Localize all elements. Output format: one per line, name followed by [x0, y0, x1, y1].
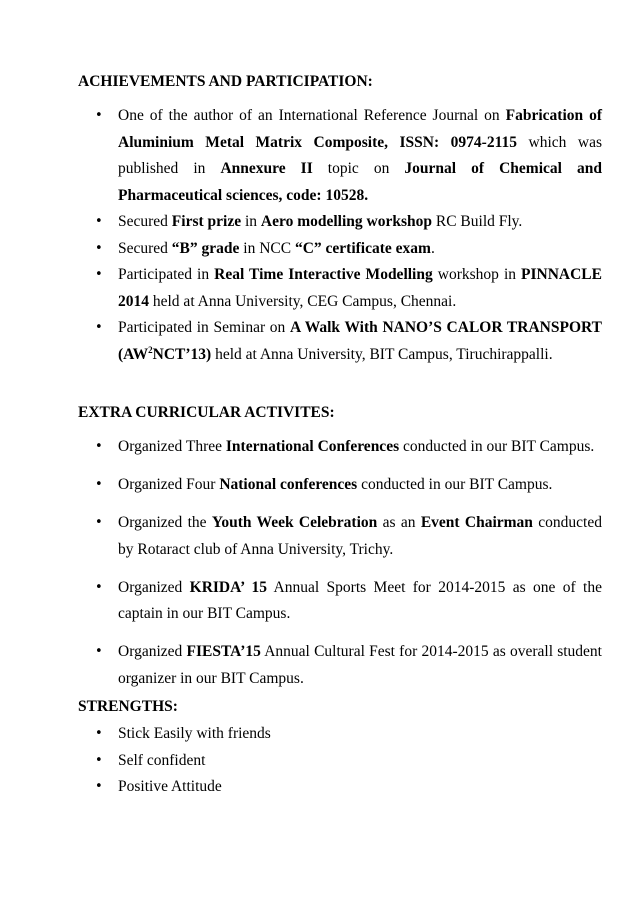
item-text: Organized	[118, 578, 190, 596]
item-text: RC Build Fly.	[432, 213, 523, 230]
list-item	[78, 315, 602, 368]
item-text: Organized	[118, 643, 187, 660]
list-item	[78, 434, 602, 461]
item-bold: Fabrication of Aluminium Metal Matrix Composite, ISSN: 0974-2115	[118, 107, 602, 151]
item-bold: FIESTA’15	[186, 643, 261, 660]
item-text: One of the author of an International Reference Journal on	[118, 107, 506, 124]
item-bold: KRIDA’ 15	[189, 578, 268, 596]
strengths-heading: STRENGTHS:	[78, 698, 178, 715]
item-bold: National conferences	[219, 476, 358, 493]
list-item: • Stick Easily with friends	[78, 721, 602, 748]
item-superscript: 2	[148, 344, 153, 355]
achievements-heading: ACHIEVEMENTS AND PARTICIPATION:	[78, 73, 373, 90]
item-text: Secured	[118, 239, 172, 257]
item-text: conducted in our BIT Campus.	[399, 438, 595, 455]
list-item	[78, 639, 602, 692]
list-item	[78, 575, 602, 628]
list-item	[78, 103, 602, 209]
item-text: .	[430, 239, 435, 257]
item-text: held at Anna University, BIT Campus, Tiruchirappalli.	[211, 345, 553, 363]
item-text: in NCC	[239, 239, 295, 257]
list-item	[78, 510, 602, 563]
list-item: • Positive Attitude	[78, 774, 602, 801]
item-text: Participated in	[118, 266, 215, 283]
item-bold: Annexure II	[220, 160, 313, 177]
item-text: which was published in	[118, 133, 602, 177]
extra-curricular-section	[78, 403, 602, 704]
item-text: Annual Cultural Fest for 2014-2015 as overall student organizer in our BIT Campus.	[118, 643, 602, 687]
item-text: as an	[377, 514, 421, 531]
item-bold: A Walk With NANO’S CALOR TRANSPORT (AW	[118, 319, 602, 363]
item-bold: PINNACLE 2014	[118, 266, 602, 310]
item-bold: First prize	[171, 213, 242, 230]
item-text: held at Anna University, CEG Campus, Chennai.	[149, 292, 457, 310]
item-bold: Youth Week Celebration	[211, 514, 378, 531]
list-item	[78, 472, 602, 499]
item-text: workshop in	[432, 266, 522, 283]
item-text: Organized Four	[118, 476, 220, 493]
item-text: conducted in our BIT Campus.	[357, 476, 553, 493]
item-bold: “C” certificate exam	[294, 239, 431, 257]
item-bold: Event Chairman	[420, 514, 533, 531]
item-text: Participated in Seminar on	[118, 319, 290, 336]
achievements-list	[78, 103, 602, 368]
list-item: • Self confident	[78, 748, 602, 775]
strengths-section	[78, 697, 602, 801]
item-text: conducted by Rotaract club of Anna University, Trichy.	[118, 514, 602, 558]
item-bold: Journal of Chemical and Pharmaceutical sciences, code: 10528.	[118, 160, 602, 204]
item-text: topic on	[312, 160, 405, 177]
strengths-list	[78, 721, 602, 801]
item-bold: International Conferences	[225, 438, 400, 455]
list-item	[78, 209, 602, 236]
extra-curricular-heading: EXTRA CURRICULAR ACTIVITES:	[78, 404, 335, 421]
item-text: Annual Sports Meet for 2014-2015 as one of the captain in our BIT Campus.	[118, 578, 602, 622]
item-bold: NCT’13)	[152, 345, 212, 363]
item-bold: Aero modelling workshop	[260, 213, 432, 230]
achievements-section	[78, 72, 602, 368]
item-bold: “B” grade	[171, 239, 240, 257]
extra-curricular-list	[78, 434, 602, 692]
item-text: Organized Three	[118, 438, 226, 455]
list-item	[78, 236, 602, 263]
item-bold: Real Time Interactive Modelling	[214, 266, 433, 283]
item-text: Organized the	[118, 514, 212, 531]
item-text: Secured	[118, 213, 172, 230]
item-text: in	[241, 213, 261, 230]
list-item	[78, 262, 602, 315]
